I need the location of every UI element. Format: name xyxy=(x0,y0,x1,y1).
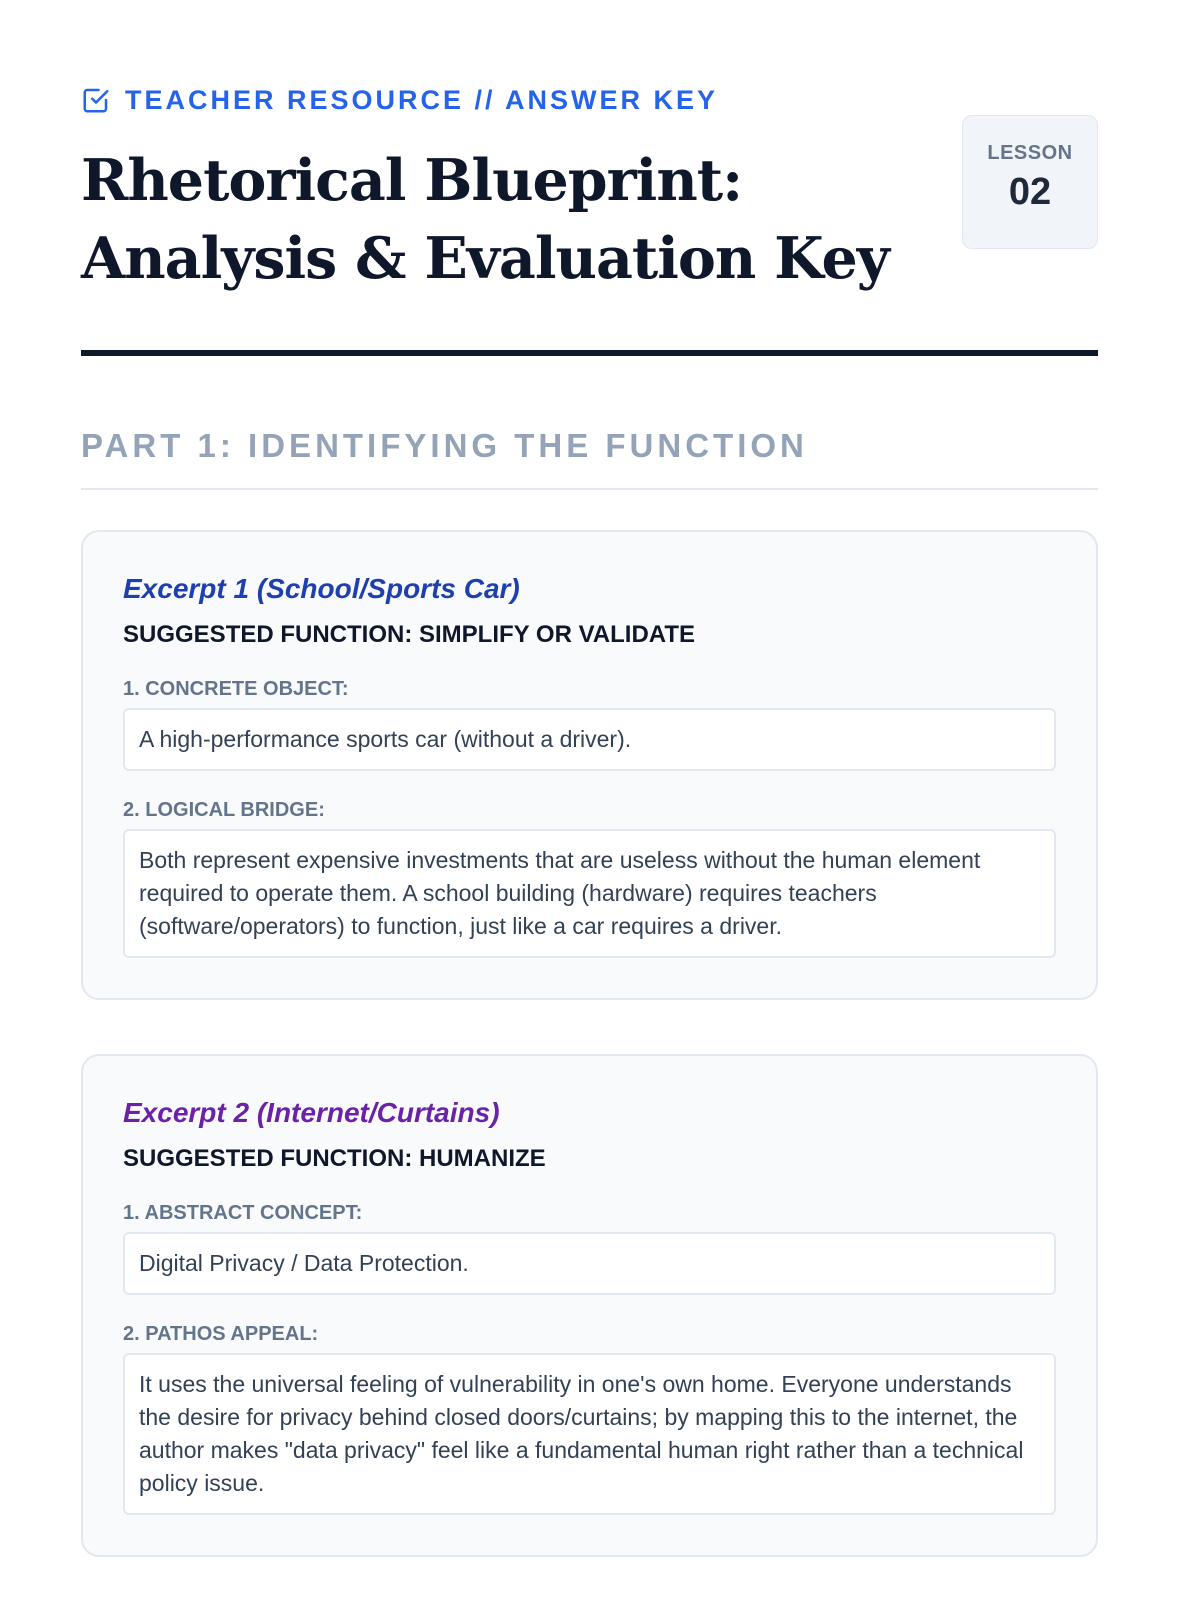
excerpt-card-2 xyxy=(81,1054,1098,1557)
header-text xyxy=(81,84,889,298)
field-label-abstract-concept: 1. ABSTRACT CONCEPT: xyxy=(123,1202,363,1224)
lesson-number: 02 xyxy=(1008,171,1052,213)
field-value-concrete-object: A high-performance sports car (without a driver). xyxy=(123,708,1056,771)
field-label-logical-bridge: 2. LOGICAL BRIDGE: xyxy=(123,799,325,821)
title-line-1: Rhetorical Blueprint: xyxy=(81,147,743,214)
excerpt-card-1 xyxy=(81,530,1098,1000)
suggested-function: SUGGESTED FUNCTION: SIMPLIFY OR VALIDATE xyxy=(123,621,696,648)
field-label-concrete-object: 1. CONCRETE OBJECT: xyxy=(123,678,349,700)
suggested-function: SUGGESTED FUNCTION: HUMANIZE xyxy=(123,1145,546,1172)
excerpt-title: Excerpt 1 (School/Sports Car) xyxy=(123,573,520,604)
field-value-abstract-concept: Digital Privacy / Data Protection. xyxy=(123,1232,1056,1295)
field-label-pathos-appeal: 2. PATHOS APPEAL: xyxy=(123,1323,319,1345)
lesson-badge xyxy=(962,115,1098,249)
header-divider xyxy=(81,350,1098,356)
section-title: PART 1: IDENTIFYING THE FUNCTION xyxy=(81,427,808,464)
title-line-2: Analysis & Evaluation Key xyxy=(81,225,889,292)
lesson-label: LESSON xyxy=(987,142,1073,164)
eyebrow xyxy=(81,84,889,116)
field-value-logical-bridge: Both represent expensive investments that are useless without the human element required to operate them. A school building (hardware) requires teachers (software/operators) to function, just like a car requires a driver. xyxy=(123,829,1056,958)
eyebrow-label: TEACHER RESOURCE // ANSWER KEY xyxy=(125,85,719,115)
field-value-pathos-appeal: It uses the universal feeling of vulnerability in one's own home. Everyone understands the desire for privacy behind closed doors/curtains; by mapping this to the internet, the author makes "data privacy" feel like a fundamental human right rather than a technical policy issue. xyxy=(123,1353,1056,1515)
check-square-icon xyxy=(81,85,111,115)
page-header xyxy=(81,84,1098,298)
page-title xyxy=(81,142,889,298)
section-divider xyxy=(81,488,1098,490)
excerpt-title: Excerpt 2 (Internet/Curtains) xyxy=(123,1097,500,1128)
